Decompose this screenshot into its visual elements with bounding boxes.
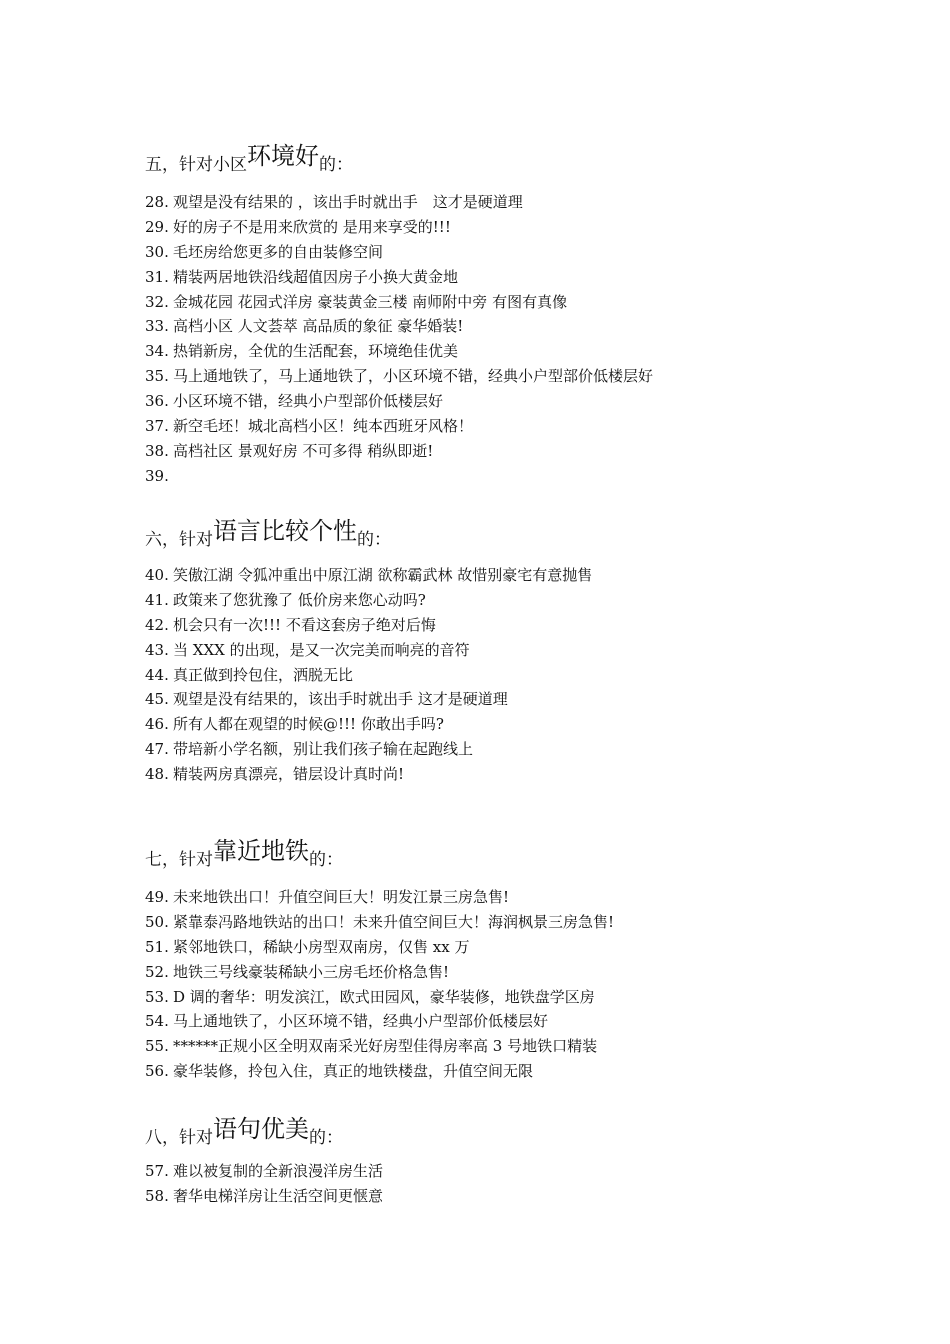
list-item: [145, 364, 865, 389]
heading-keyword: 语句优美: [213, 1115, 309, 1143]
list-item: [145, 885, 865, 910]
item-number: 48.: [145, 765, 169, 784]
section-heading: [145, 140, 865, 174]
item-text: 紧邻地铁口，稀缺小房型双南房，仅售 xx 万: [173, 937, 470, 956]
list-item: [145, 737, 865, 762]
item-list: [145, 885, 865, 1084]
item-number: 46.: [145, 715, 169, 734]
list-item: [145, 1184, 865, 1209]
item-number: 29.: [145, 217, 169, 236]
item-number: 43.: [145, 640, 169, 659]
item-number: 37.: [145, 417, 169, 436]
item-text: 马上通地铁了，马上通地铁了，小区环境不错，经典小户型部价低楼层好: [173, 367, 654, 386]
item-text: 地铁三号线豪装稀缺小三房毛坯价格急售!: [173, 962, 450, 981]
list-item: [145, 1059, 865, 1084]
item-text: 精装两房真漂亮，错层设计真时尚!: [173, 765, 405, 784]
item-number: 52.: [145, 962, 169, 981]
list-item: [145, 910, 865, 935]
item-number: 51.: [145, 937, 169, 956]
heading-prefix: 五，针对小区: [145, 155, 247, 175]
item-text: 金城花园 花园式洋房 豪装黄金三楼 南师附中旁 有图有真像: [173, 292, 568, 311]
item-text: 当 XXX 的出现，是又一次完美而响亮的音符: [173, 640, 470, 659]
item-text: 未来地铁出口！升值空间巨大！明发江景三房急售!: [173, 888, 510, 906]
section-heading: [145, 515, 865, 549]
item-text: ******正规小区全明双南采光好房型佳得房率高 3 号地铁口精装: [173, 1037, 598, 1056]
item-text: 机会只有一次!!! 不看这套房子绝对后悔: [173, 615, 436, 634]
list-item: [145, 439, 865, 464]
list-item: [145, 290, 865, 315]
item-number: 40.: [145, 566, 169, 584]
list-item: [145, 663, 865, 688]
list-item: [145, 638, 865, 663]
heading-keyword: 语言比较个性: [213, 517, 357, 545]
item-text: 高档小区 人文荟萃 高品质的象征 豪华婚装!: [173, 317, 464, 336]
list-item: [145, 1034, 865, 1059]
item-number: 55.: [145, 1037, 169, 1056]
item-text: 小区环境不错，经典小户型部价低楼层好: [173, 392, 444, 411]
item-text: 豪华装修，拎包入住，真正的地铁楼盘，升值空间无限: [173, 1062, 534, 1081]
section-personality: [145, 515, 865, 787]
item-text: 真正做到拎包住，洒脱无比: [173, 665, 354, 684]
list-item: [145, 762, 865, 787]
item-number: 54.: [145, 1012, 169, 1031]
section-environment: [145, 140, 865, 489]
item-number: 49.: [145, 888, 169, 906]
heading-prefix: 八，针对: [145, 1128, 213, 1148]
item-number: 39.: [145, 466, 169, 485]
item-number: 35.: [145, 367, 169, 386]
list-item: [145, 414, 865, 439]
list-item: [145, 712, 865, 737]
item-text: 所有人都在观望的时候@!!! 你敢出手吗?: [173, 715, 444, 734]
list-item: [145, 588, 865, 613]
item-number: 30.: [145, 242, 169, 261]
heading-prefix: 六，针对: [145, 530, 213, 550]
item-number: 47.: [145, 740, 169, 759]
list-item: [145, 389, 865, 414]
item-number: 33.: [145, 317, 169, 336]
item-number: 50.: [145, 912, 169, 931]
item-text: D 调的奢华：明发滨江，欧式田园风，豪华装修，地铁盘学区房: [173, 987, 595, 1006]
item-list: [145, 190, 865, 489]
item-text: 精装两居地铁沿线超值因房子小换大黄金地: [173, 267, 459, 286]
item-number: 41.: [145, 590, 169, 609]
item-text: 政策来了您犹豫了 低价房来您心动吗?: [173, 590, 426, 609]
item-text: 热销新房，全优的生活配套，环境绝佳优美: [173, 342, 459, 361]
item-text: 好的房子不是用来欣赏的 是用来享受的!!!: [173, 217, 451, 236]
list-item: [145, 985, 865, 1010]
item-number: 56.: [145, 1062, 169, 1081]
section-heading: [145, 835, 865, 869]
list-item: [145, 687, 865, 712]
section-subway: [145, 835, 865, 1084]
list-item: [145, 215, 865, 240]
list-item: [145, 464, 865, 489]
item-number: 44.: [145, 665, 169, 684]
heading-prefix: 七，针对: [145, 850, 213, 870]
heading-suffix: 的：: [319, 155, 353, 175]
item-number: 32.: [145, 292, 169, 311]
item-list: [145, 563, 865, 787]
item-text: 观望是没有结果的，该出手时就出手 这才是硬道理: [173, 690, 508, 709]
heading-suffix: 的：: [309, 1128, 343, 1148]
item-text: 高档社区 景观好房 不可多得 稍纵即逝!: [173, 441, 434, 460]
item-text: 毛坯房给您更多的自由装修空间: [173, 242, 384, 261]
item-number: 42.: [145, 615, 169, 634]
section-beautiful-sentences: [145, 1113, 865, 1209]
list-item: [145, 339, 865, 364]
item-text: 马上通地铁了，小区环境不错，经典小户型部价低楼层好: [173, 1012, 549, 1031]
item-text: 观望是没有结果的 ，该出手时就出手 这才是硬道理: [173, 193, 523, 211]
item-number: 31.: [145, 267, 169, 286]
heading-keyword: 环境好: [247, 142, 319, 170]
heading-suffix: 的：: [309, 850, 343, 870]
item-number: 28.: [145, 193, 169, 211]
list-item: [145, 960, 865, 985]
list-item: [145, 613, 865, 638]
list-item: [145, 1009, 865, 1034]
item-number: 34.: [145, 342, 169, 361]
item-number: 57.: [145, 1162, 169, 1180]
section-heading: [145, 1113, 865, 1147]
list-item: [145, 563, 865, 588]
item-list: [145, 1159, 865, 1209]
item-number: 53.: [145, 987, 169, 1006]
item-number: 36.: [145, 392, 169, 411]
list-item: [145, 935, 865, 960]
list-item: [145, 190, 865, 215]
heading-keyword: 靠近地铁: [213, 837, 309, 865]
item-text: 笑傲江湖 令狐冲重出中原江湖 欲称霸武林 故惜别豪宅有意抛售: [173, 566, 593, 584]
item-number: 58.: [145, 1186, 169, 1205]
list-item: [145, 240, 865, 265]
item-text: 新空毛坯！城北高档小区！纯本西班牙风格！: [173, 417, 474, 436]
list-item: [145, 265, 865, 290]
item-number: 45.: [145, 690, 169, 709]
heading-suffix: 的：: [357, 530, 391, 550]
item-text: 难以被复制的全新浪漫洋房生活: [173, 1162, 384, 1180]
item-text: 紧靠泰冯路地铁站的出口！未来升值空间巨大！海润枫景三房急售!: [173, 912, 615, 931]
item-text: 带培新小学名额，别让我们孩子输在起跑线上: [173, 740, 474, 759]
item-number: 38.: [145, 441, 169, 460]
item-text: 奢华电梯洋房让生活空间更惬意: [173, 1186, 384, 1205]
list-item: [145, 1159, 865, 1184]
list-item: [145, 314, 865, 339]
